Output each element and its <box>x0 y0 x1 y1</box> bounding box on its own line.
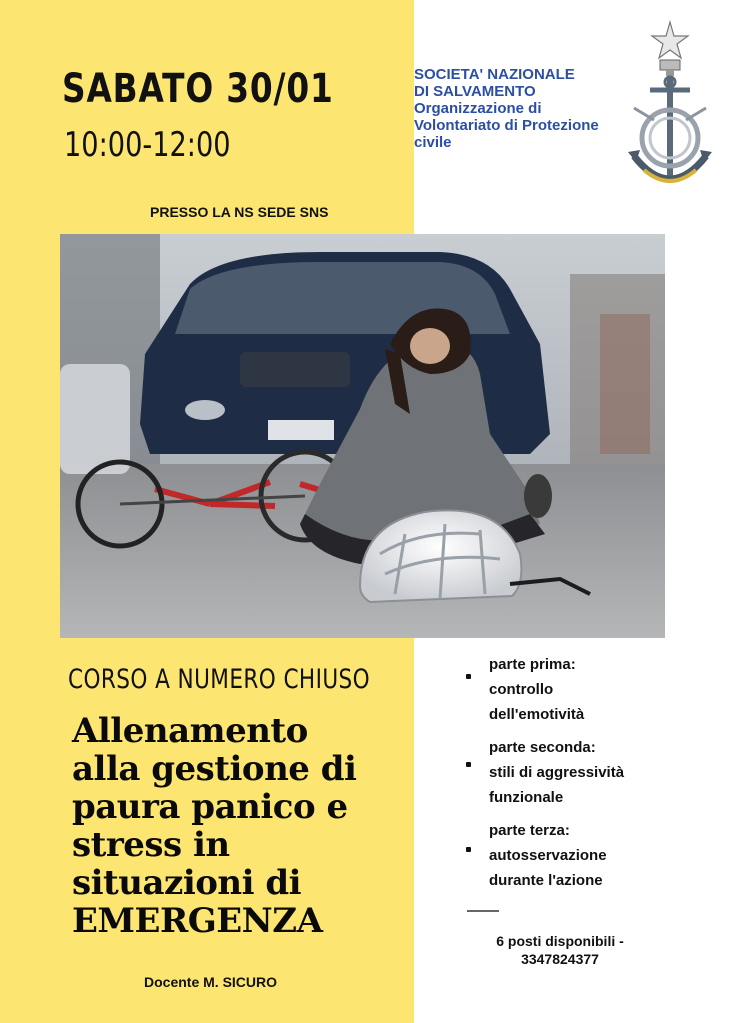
course-parts-list <box>466 652 716 893</box>
course-title-line: paura panico e <box>72 787 348 827</box>
part-line: parte prima: <box>489 656 576 673</box>
bullet-icon <box>466 847 471 852</box>
event-time: 10:00-12:00 <box>64 125 231 165</box>
anchor-star-emblem-icon <box>624 20 716 200</box>
seats-available: 6 posti disponibili - <box>496 933 624 949</box>
organization-block <box>414 66 614 151</box>
seats-info <box>460 932 660 968</box>
course-title-line: stress in <box>72 825 230 865</box>
bicycle-accident-photo <box>60 234 665 638</box>
course-title-line: situazioni di <box>72 863 302 903</box>
event-date: SABATO 30/01 <box>62 66 334 112</box>
part-line: controllo <box>489 681 554 698</box>
course-title <box>72 712 412 940</box>
part-line: funzionale <box>489 789 564 806</box>
list-item <box>466 818 716 893</box>
course-title-line: EMERGENZA <box>72 901 323 941</box>
list-item <box>466 735 716 810</box>
course-title-line: Allenamento <box>72 711 308 751</box>
organization-name-line1: SOCIETA' NAZIONALE <box>414 66 575 83</box>
divider <box>467 910 499 912</box>
course-title-line: alla gestione di <box>72 749 357 789</box>
organization-name-line2: DI SALVAMENTO <box>414 83 536 100</box>
part-line: stili di aggressività <box>489 764 625 781</box>
contact-phone: 3347824377 <box>521 951 599 967</box>
part-line: parte seconda: <box>489 739 596 756</box>
teacher-name: Docente M. SICURO <box>144 974 278 990</box>
bullet-icon <box>466 762 471 767</box>
list-item <box>466 652 716 727</box>
course-type: CORSO A NUMERO CHIUSO <box>68 664 371 695</box>
part-line: durante l'azione <box>489 872 603 889</box>
part-line: autosservazione <box>489 847 607 864</box>
organization-description: Organizzazione di Volontariato di Protezione civile <box>414 100 599 151</box>
part-line: dell'emotività <box>489 706 585 723</box>
bullet-icon <box>466 674 471 679</box>
part-line: parte terza: <box>489 822 570 839</box>
event-location: PRESSO LA NS SEDE SNS <box>150 204 329 220</box>
